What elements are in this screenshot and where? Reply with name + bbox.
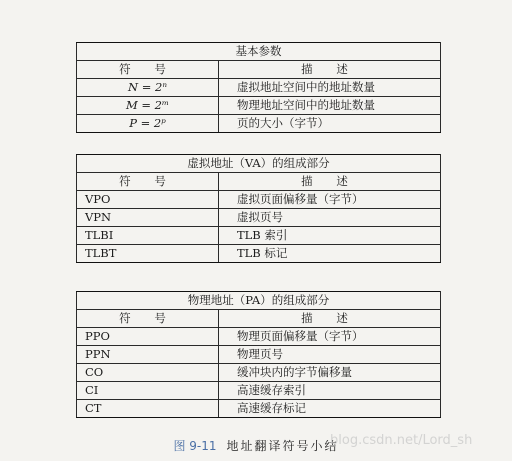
desc-cell: 物理页面偏移量（字节）	[219, 328, 441, 346]
table-row	[77, 191, 441, 209]
column-header-symbol: 符 号	[77, 61, 219, 79]
desc-cell: 高速缓存索引	[219, 382, 441, 400]
table-row	[77, 346, 441, 364]
desc-cell: 物理地址空间中的地址数量	[219, 97, 441, 115]
table-caption: 基本参数	[77, 43, 441, 61]
table-row	[77, 400, 441, 418]
desc-cell: TLB 标记	[219, 245, 441, 263]
desc-cell: 虚拟页面偏移量（字节）	[219, 191, 441, 209]
table-row	[77, 382, 441, 400]
column-header-symbol: 符 号	[77, 173, 219, 191]
symbol-cell: VPN	[77, 209, 219, 227]
figure-number: 图 9-11	[173, 439, 217, 453]
desc-cell: 缓冲块内的字节偏移量	[219, 364, 441, 382]
table-row	[77, 245, 441, 263]
symbol-cell: CO	[77, 364, 219, 382]
basic-params-table	[76, 42, 441, 133]
symbol-cell: TLBT	[77, 245, 219, 263]
symbol-cell: CT	[77, 400, 219, 418]
table-caption: 虚拟地址（VA）的组成部分	[77, 155, 441, 173]
desc-cell: 虚拟页号	[219, 209, 441, 227]
table-row	[77, 79, 441, 97]
desc-cell: 高速缓存标记	[219, 400, 441, 418]
symbol-cell: PPO	[77, 328, 219, 346]
symbol-cell: TLBI	[77, 227, 219, 245]
table-row	[77, 227, 441, 245]
symbol-cell: CI	[77, 382, 219, 400]
column-header-desc: 描 述	[219, 310, 441, 328]
desc-cell: 页的大小（字节）	[219, 115, 441, 133]
desc-cell: 物理页号	[219, 346, 441, 364]
table-row	[77, 209, 441, 227]
column-header-desc: 描 述	[219, 61, 441, 79]
table-row	[77, 328, 441, 346]
table-row	[77, 97, 441, 115]
column-header-symbol: 符 号	[77, 310, 219, 328]
desc-cell: TLB 索引	[219, 227, 441, 245]
watermark-text: blog.csdn.net/Lord_sh	[330, 433, 473, 448]
symbol-cell: P = 2ᵖ	[77, 115, 219, 133]
table-row	[77, 115, 441, 133]
virtual-address-table	[76, 154, 441, 263]
symbol-cell: N = 2ⁿ	[77, 79, 219, 97]
physical-address-table	[76, 291, 441, 418]
table-row	[77, 364, 441, 382]
symbol-cell: PPN	[77, 346, 219, 364]
desc-cell: 虚拟地址空间中的地址数量	[219, 79, 441, 97]
symbol-cell: VPO	[77, 191, 219, 209]
table-caption: 物理地址（PA）的组成部分	[77, 292, 441, 310]
figure-title: 地址翻译符号小结	[226, 439, 339, 453]
column-header-desc: 描 述	[219, 173, 441, 191]
symbol-cell: M = 2ᵐ	[77, 97, 219, 115]
